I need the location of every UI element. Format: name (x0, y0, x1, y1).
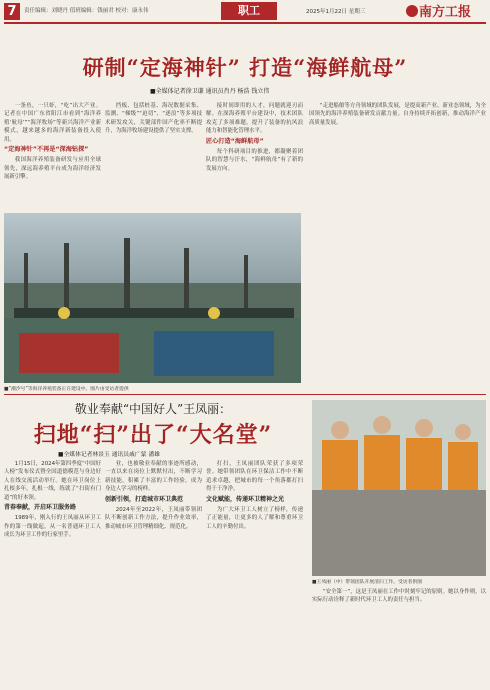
aquaculture-platform-photo (4, 213, 301, 383)
article1-col3-para: 接时间即用的人才，问题就迎刃而解。在深海养殖平台建设中，技术团队攻克了多项难题，提升了装备的抗风浪能力和智能化管理水平。 (206, 103, 303, 135)
logo-badge-icon (406, 5, 418, 17)
article1-col1b-para: 我国海洋养殖装备研发与应用全球领先，深远海养殖平台成为海洋经济发展新引擎。 (4, 157, 101, 181)
article2-col1b-para: 1989年，刚入行的王凤丽从环卫工作的第一线做起，从一名普通环卫工人成长为环卫工作的行家里手。 (4, 515, 101, 539)
sanitation-team-illustration (312, 400, 486, 576)
article2-subhead-2: 创新引领，打造城市环卫典范 (105, 495, 184, 503)
article2-subhead-3: 文化赋能，传递环卫精神之光 (206, 495, 285, 503)
article2-column-3 (206, 460, 303, 686)
article1-col3b-para: 每个科研项目的推进，都凝聚着团队的智慧与汗水，“海鲜航母”有了新的发展方向。 (206, 149, 303, 172)
sanitation-team-photo (312, 400, 486, 576)
article1-title: 研制“定海神针” 打造“海鲜航母” (82, 55, 408, 80)
article2-column-1 (4, 460, 101, 686)
editor-credits: 责任编辑：刘晓丹 值班编辑：钱丽君 校对：康永伟 (24, 8, 149, 14)
article1-col1-para: 一条鱼，一只虾，“吃”出大产业。记者在中国广东省阳江市看到“海洋养殖‘航母’”“海洋牧场”等新兴海洋产业新模式，越来越多的海洋新装备投入使用。 (4, 103, 101, 143)
article1-col4-para: “走进船舶等方舟领域的团队发展，是提高新产业、新业态领域，为全国领先的海洋养殖装备研发贡献力量。自身持续开拓创新，推动海洋产业高质量发展。 (309, 103, 486, 126)
logo-text: 南方工报 (419, 5, 472, 20)
article1-subhead-1: “定海神针”不再是“深海钻探” (4, 146, 89, 154)
header-rule (4, 22, 486, 24)
article2-photo-caption: ■王凤丽（中）带领团队开展清扫工作。受访者供图 (312, 580, 423, 585)
article2-title: 扫地“扫”出了“大名堂” (33, 422, 273, 448)
article1-byline: ■全媒体记者徐卫谦 通讯员肖丹 杨浩 钱立伟 (150, 88, 270, 95)
article2-column-4 (312, 588, 486, 686)
issue-date: 2025年1月22日 星期三 (306, 9, 366, 15)
article2-column-2 (105, 460, 202, 686)
article2-byline: ■全媒体记者林景玉 通讯员戚广蒙 潘雄 (58, 452, 160, 458)
article2-col2-para: 业，也被敬业奉献的事迹所感动，一直以来在岗位上默默付出，不断学习新技能，积累了丰富的工作经验，成为身边人学习的榜样。 (105, 461, 202, 493)
article2-col3-para: 打扫，王凤丽团队荣获了多项荣誉。她带领团队在环卫保洁工作中不断追求卓越，把城市的每一个角落都打扫得干干净净。 (206, 461, 303, 493)
article2-col1-para: 1月15日，2024年第四季度“中国好人榜”发布仪式暨全国道德模范与身边好人在线交流活动举行。她在环卫岗位上扎根多年，扎根一线，练就了“扫街有门道”的好本领。 (4, 461, 101, 501)
article1-subhead-2: 匠心打造“海鲜航母” (206, 137, 264, 145)
article1-column-1 (4, 102, 101, 208)
article-divider (4, 394, 486, 395)
article2-col3b-para: 为广大环卫工人树立了榜样，传递了正能量，让更多的人了解和尊重环卫工人的辛勤付出。 (206, 507, 303, 530)
article1-photo-caption: ■“潮汐号”等海洋养殖装备正在建设中。图片由受访者提供 (4, 387, 129, 392)
article1-column-2 (105, 102, 202, 208)
section-label: 职工 (221, 2, 277, 20)
aquaculture-platform-illustration (4, 213, 301, 383)
article1-column-4 (309, 102, 486, 392)
article2-col4-para: “安全第一”，这是王凤丽在工作中时刻牢记的原则。她以身作则，以实际行动诠释了新时代环卫工人的责任与担当。 (312, 589, 486, 604)
newspaper-logo (406, 1, 471, 20)
article2-subhead-1: 青春奉献，开启环卫服务路 (4, 504, 77, 512)
page-number: 7 (4, 3, 20, 20)
article2-col2b-para: 2024年至2022年，王凤丽带领团队不断创新工作方法，提升作业效率，推动城市环卫管理精细化、规范化。 (105, 507, 202, 530)
article2-kicker: 敬业奉献“中国好人”王凤丽： (74, 402, 232, 416)
article1-col2-para: 挡板、包括桩基、海况数据采集、监测、“梯级”“迫切”、“逐浪”等多项技术研发攻关，关键部件国产化率不断提升，为海洋牧场建设提供了坚实支撑。 (105, 103, 202, 135)
